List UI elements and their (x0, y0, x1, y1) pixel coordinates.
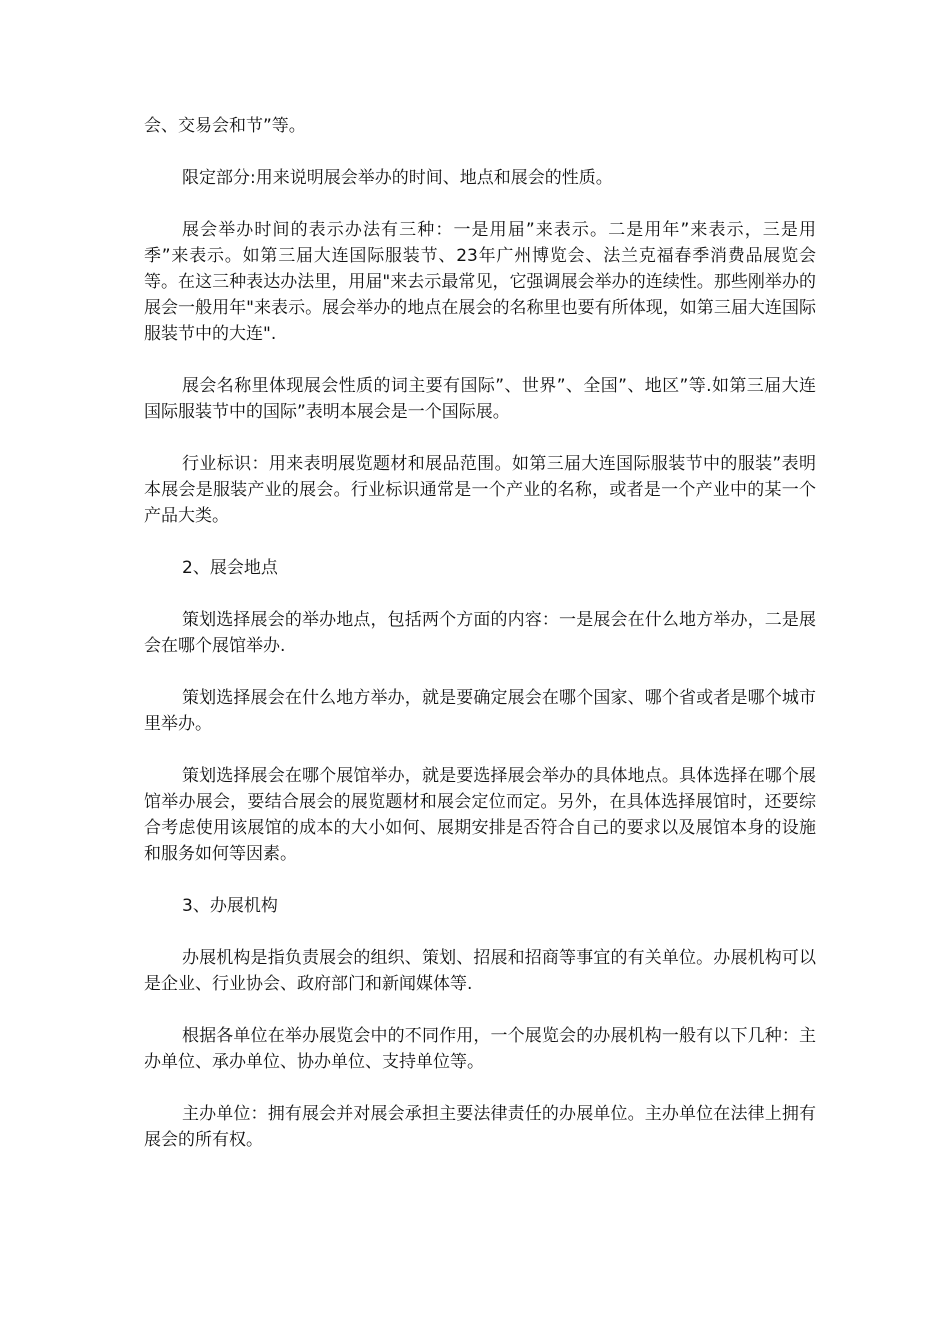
paragraph-continuation: 会、交易会和节”等。 (144, 116, 306, 136)
paragraph-industry-identifier: 行业标识：用来表明展览题材和展品范围。如第三届大连国际服装节中的服装”表明本展会是服装产业的展会。行业标识通常是一个产业的名称，或者是一个产业中的某一个产品大类。 (144, 454, 816, 526)
paragraph-organizer-definition: 办展机构是指负责展会的组织、策划、招展和招商等事宜的有关单位。办展机构可以是企业、行业协会、政府部门和新闻媒体等. (144, 948, 816, 994)
paragraph-venue-hall: 策划选择展会在哪个展馆举办，就是要选择展会举办的具体地点。具体选择在哪个展馆举办展会，要结合展会的展览题材和展会定位而定。另外，在具体选择展馆时，还要综合考虑使用该展馆的成本的大小如何、展期安排是否符合自己的要求以及展馆本身的设施和服务如何等因素。 (144, 766, 816, 864)
paragraph-qualifier: 限定部分:用来说明展会举办的时间、地点和展会的性质。 (182, 168, 613, 188)
section-heading-organizers: 3、办展机构 (182, 896, 278, 916)
paragraph-venue-planning: 策划选择展会的举办地点，包括两个方面的内容：一是展会在什么地方举办，二是展会在哪个展馆举办. (144, 610, 816, 656)
paragraph-nature-words: 展会名称里体现展会性质的词主要有国际”、世界”、全国”、地区”等.如第三届大连国际服装节中的国际”表明本展会是一个国际展。 (144, 376, 816, 422)
paragraph-organizer-types: 根据各单位在举办展览会中的不同作用，一个展览会的办展机构一般有以下几种：主办单位、承办单位、协办单位、支持单位等。 (144, 1026, 816, 1072)
paragraph-host-unit: 主办单位：拥有展会并对展会承担主要法律责任的办展单位。主办单位在法律上拥有展会的所有权。 (144, 1104, 816, 1150)
paragraph-time-expression: 展会举办时间的表示办法有三种：一是用届”来表示。二是用年”来表示，三是用季”来表示。如第三届大连国际服装节、23年广州博览会、法兰克福春季消费品展览会等。在这三种表达办法里，用届"来去示最常见，它强调展会举办的连续性。那些刚举办的展会一般用年"来表示。展会举办的地点在展会的名称里也要有所体现，如第三届大连国际服装节中的大连". (144, 220, 816, 344)
paragraph-venue-location: 策划选择展会在什么地方举办，就是要确定展会在哪个国家、哪个省或者是哪个城市里举办。 (144, 688, 816, 734)
document-body (144, 113, 816, 1179)
section-heading-venue: 2、展会地点 (182, 558, 278, 578)
